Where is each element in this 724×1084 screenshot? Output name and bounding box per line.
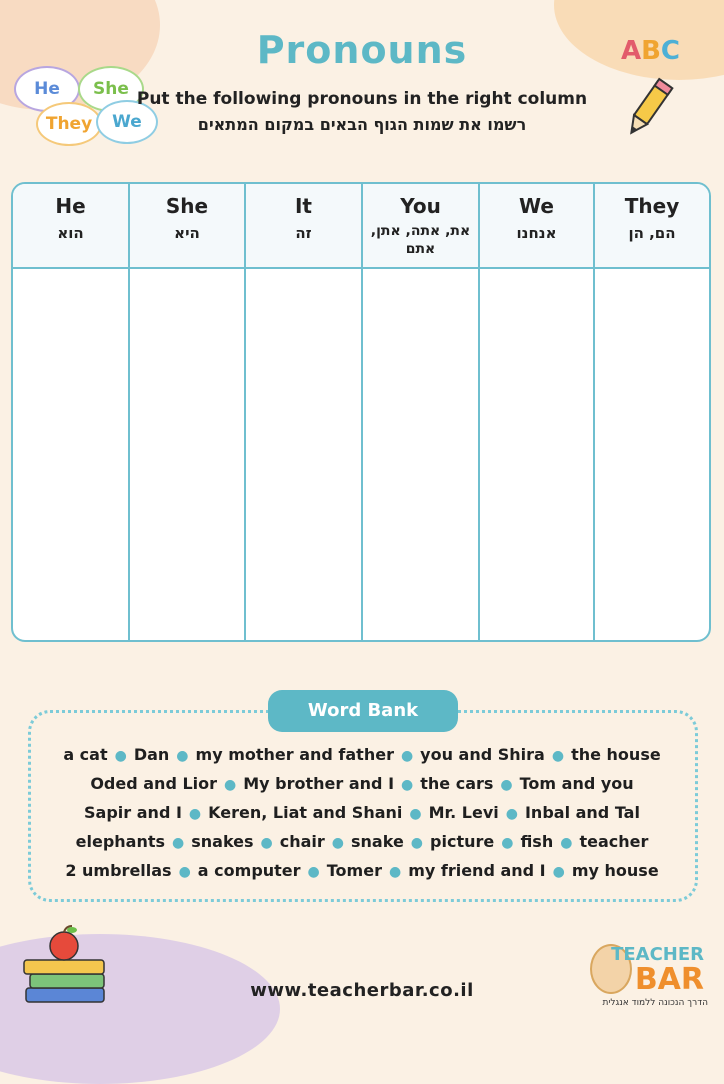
column-header-english: She [165, 194, 209, 218]
word-item[interactable]: picture [430, 832, 495, 851]
bullet-dot: ● [401, 777, 414, 793]
bullet-dot: ● [560, 835, 573, 851]
column-header-hebrew: הם, הן [628, 224, 676, 242]
bullet-dot: ● [501, 835, 514, 851]
column-header-hebrew: זה [295, 224, 312, 242]
word-bank-row [0, 861, 724, 880]
word-item[interactable]: chair [279, 832, 325, 851]
word-item[interactable]: snake [351, 832, 404, 851]
logo-text-bottom: BAR [634, 962, 704, 997]
bullet-dot: ● [188, 806, 202, 822]
word-item[interactable]: my house [571, 861, 659, 880]
bullet-dot: ● [500, 777, 513, 793]
column-header-english: It [294, 194, 312, 218]
bullet-dot: ● [410, 835, 424, 851]
word-item[interactable]: you and Shira [420, 745, 545, 764]
column-header-english: They [624, 194, 680, 218]
word-item[interactable]: fish [520, 832, 554, 851]
column-she[interactable] [130, 184, 246, 640]
word-item[interactable]: Mr. Levi [428, 803, 499, 822]
bubble-she: She [78, 66, 144, 112]
bubble-they: They [36, 102, 102, 146]
bubble-we: We [96, 100, 158, 144]
column-header-hebrew: אנחנו [516, 224, 557, 242]
word-bank-label: Word Bank [268, 690, 458, 732]
bullet-dot: ● [551, 748, 565, 764]
bullet-dot: ● [409, 806, 422, 822]
word-item[interactable]: elephants [75, 832, 166, 851]
column-header-english: He [55, 194, 86, 218]
bullet-dot: ● [260, 835, 273, 851]
bullet-dot: ● [114, 748, 127, 764]
abc-letter-a: A [620, 36, 642, 66]
column-you[interactable] [363, 184, 480, 640]
bullet-dot: ● [224, 777, 237, 793]
bullet-dot: ● [400, 748, 414, 764]
word-item[interactable]: my friend and I [408, 861, 546, 880]
word-bank-row [0, 803, 724, 822]
word-item[interactable]: a cat [63, 745, 108, 764]
bullet-dot: ● [552, 864, 565, 880]
word-item[interactable]: snakes [191, 832, 254, 851]
word-item[interactable]: the cars [420, 774, 494, 793]
word-item[interactable]: teacher [579, 832, 649, 851]
word-item[interactable]: Tom and you [519, 774, 634, 793]
footer-url[interactable]: www.teacherbar.co.il [250, 980, 474, 1001]
column-header-english: We [519, 194, 554, 218]
word-item[interactable]: Sapir and I [84, 803, 182, 822]
word-item[interactable]: 2 umbrellas [65, 861, 172, 880]
column-it[interactable] [246, 184, 363, 640]
column-they[interactable] [595, 184, 709, 640]
page-title: Pronouns [256, 28, 468, 72]
bullet-dot: ● [331, 835, 345, 851]
column-we[interactable] [480, 184, 595, 640]
bullet-dot: ● [176, 748, 189, 764]
bullet-dot: ● [307, 864, 320, 880]
word-item[interactable]: Keren, Liat and Shani [208, 803, 403, 822]
bullet-dot: ● [172, 835, 185, 851]
word-item[interactable]: Oded and Lior [90, 774, 218, 793]
bullet-dot: ● [178, 864, 191, 880]
word-bank-row [0, 745, 724, 764]
column-header-hebrew: את, אתה, אתן, אתם [370, 223, 471, 257]
pronoun-table [11, 182, 711, 642]
column-header-english: You [400, 194, 441, 218]
logo-text-top: TEACHER [611, 944, 704, 965]
word-item[interactable]: my mother and father [195, 745, 394, 764]
bubble-he: He [14, 66, 80, 112]
abc-letter-b: B [641, 36, 661, 66]
column-header-hebrew: היא [174, 224, 200, 242]
word-item[interactable]: Tomer [326, 861, 382, 880]
teacherbar-logo[interactable] [590, 940, 710, 1010]
column-header-hebrew: הוא [57, 224, 84, 242]
instruction-english: Put the following pronouns in the right column [136, 89, 588, 109]
abc-letter-c: C [660, 36, 680, 66]
instruction-hebrew: רשמו את שמות הגוף הבאים במקום המתאים [197, 115, 527, 134]
bullet-dot: ● [388, 864, 402, 880]
word-item[interactable]: My brother and I [243, 774, 395, 793]
abc-decoration [621, 36, 680, 66]
word-bank-row [0, 774, 724, 793]
word-item[interactable]: the house [571, 745, 661, 764]
column-he[interactable] [13, 184, 130, 640]
word-item[interactable]: Dan [133, 745, 170, 764]
word-item[interactable]: a computer [197, 861, 301, 880]
word-bank-row [0, 832, 724, 851]
bullet-dot: ● [505, 806, 518, 822]
word-item[interactable]: Inbal and Tal [524, 803, 640, 822]
logo-tagline: הדרך הנכונה ללמוד אנגלית [602, 998, 708, 1008]
